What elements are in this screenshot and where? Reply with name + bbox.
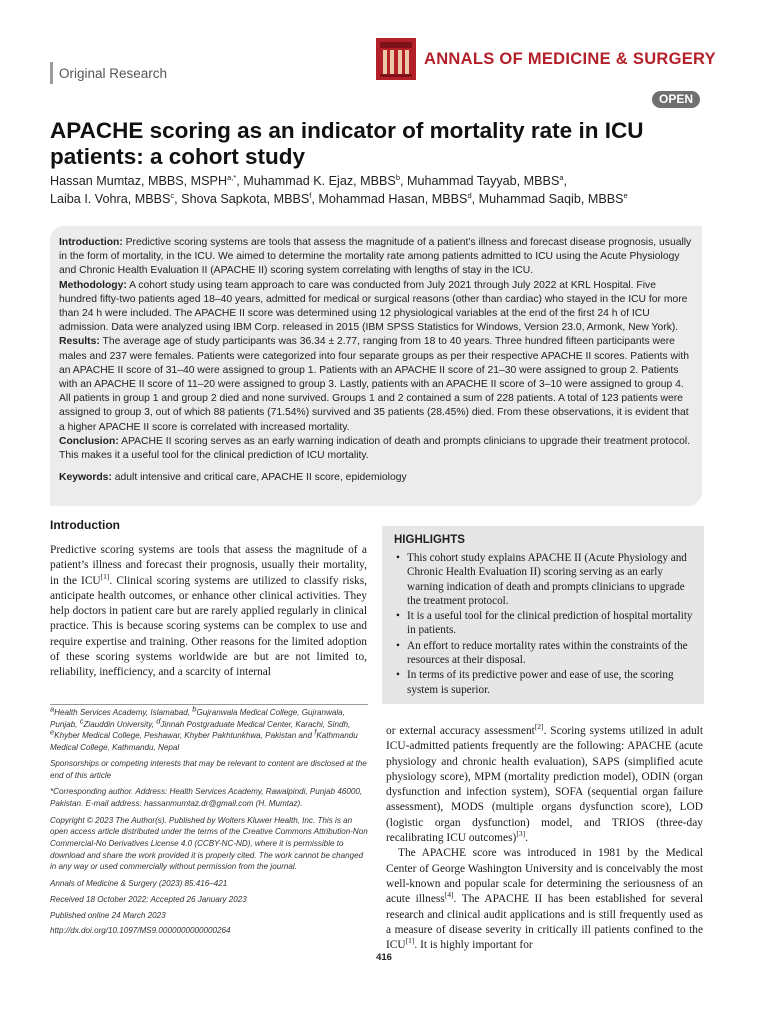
author-affiliation-marker: b: [395, 172, 400, 182]
body-text: The APACHE score was introduced in 1981 by the Medical Center of George Washington University and is conceivably the most well-known and popular scale for determining the seriousness of an acute illness: [386, 847, 703, 906]
copyright-notice: Copyright © 2023 The Author(s). Published by Wolters Kluwer Health, Inc. This is an open access article distributed under the terms of the Creative Commons Attribution-Non Commercial-No Derivatives License 4.0 (CCBY-NC-ND), where it is permissible to download and share the work provided it is properly cited. The work cannot be changed in any way or used commercially without permission from the journal.: [50, 815, 368, 872]
author-name: Muhammad K. Ejaz, MBBS: [243, 174, 396, 188]
journal-citation: Annals of Medicine & Surgery (2023) 85:416–421: [50, 879, 228, 889]
abstract-methodology-label: Methodology:: [59, 279, 127, 291]
author-name: Mohammad Hasan, MBBS: [318, 192, 468, 206]
abstract-box: [50, 226, 702, 506]
citation-link[interactable]: [4]: [444, 890, 454, 900]
abstract-keywords: [59, 471, 694, 485]
abstract-introduction-label: Introduction:: [59, 237, 123, 248]
affiliation-text: Ziauddin University,: [83, 719, 157, 729]
sponsorship-note: Sponsorships or competing interests that may be relevant to content are disclosed at the end of this article: [50, 758, 367, 780]
highlights-list: [394, 551, 694, 697]
body-text: . The APACHE II has been established for several research and clinical audit applications and is still frequently used as a measure of disease severity in critically ill patients confined to the ICU: [386, 893, 703, 952]
affiliation-marker: f: [314, 727, 317, 737]
highlight-text: An effort to reduce mortality rates within the constraints of the resources at their disposal.: [407, 639, 688, 667]
body-text: .: [525, 832, 528, 845]
highlight-text: This cohort study explains APACHE II (Acute Physiology and Chronic Health Evaluation II) scoring serving as an early warning indication of death and prompts clinicians to upgrade the treatment protocol.: [407, 552, 687, 607]
author-line-1: Hassan Mumtaz, MBBS, $MSPH^{a,*}$, Muhammad K. Ejaz, MBBS$^b$, Muhammad Tayyab, MBBS$^a$,: [50, 172, 568, 188]
highlight-item: [394, 668, 694, 697]
body-paragraph: [386, 724, 703, 846]
citation-link[interactable]: [1]: [100, 571, 110, 581]
affiliation-text: Health Services Academy, Islamabad,: [54, 708, 193, 717]
body-text: Predictive scoring systems are tools that assess the magnitude of a patient’s illness and forecast their prognosis, usually their mortality, in the ICU: [50, 544, 367, 587]
bullet-icon: •: [396, 639, 400, 652]
introduction-paragraph: [50, 543, 367, 681]
affiliation-text: Kathmandu Medical College, Kathmandu, Nepal: [50, 731, 358, 753]
affiliations: [50, 704, 368, 754]
abstract-introduction-text: Predictive scoring systems are tools that assess the magnitude of a patient’s illness and forecast disease prognosis, usually in the form of mortality, in the ICU. We aimed to determine the mortality rate among patients admitted to ICU using the Acute Physiology and Chronic Health Evaluation II (APACHE II) scoring system correlating with lengths of stay in the ICU.: [59, 237, 692, 277]
page-number: 416: [376, 952, 392, 963]
abstract-conclusion-label: Conclusion:: [59, 435, 119, 447]
highlight-item: [394, 551, 694, 608]
journal-crest-icon: [376, 38, 416, 80]
highlight-item: [394, 609, 694, 638]
highlight-text: It is a useful tool for the clinical prediction of hospital mortality in patients.: [407, 610, 693, 637]
highlights-title: HIGHLIGHTS: [394, 534, 465, 546]
author-affiliation-marker: c: [170, 190, 175, 200]
abstract-results-label: Results:: [59, 336, 100, 348]
affiliation-text: Gujranwala Medical College, Gujranwala, Punjab,: [50, 708, 345, 729]
introduction-heading: Introduction: [50, 518, 120, 532]
journal-title: ANNALS OF MEDICINE & SURGERY: [424, 49, 716, 68]
author-name: Muhammad Tayyab, MBBS: [407, 174, 560, 188]
author-name: Muhammad Saqib, MBBS: [478, 192, 624, 206]
body-text: . It is highly important for: [414, 939, 533, 952]
author-affiliation-marker: e: [623, 190, 628, 200]
author-affiliation-marker: a,*: [227, 172, 237, 182]
highlight-item: [394, 639, 694, 668]
received-date: Received 18 October 2022; Accepted 26 January 2023: [50, 894, 247, 904]
author-line-2: Laiba I. Vohra, MBBS$^c$, Shova Sapkota, MBBS$^f$, Mohammad Hasan, MBBS$^d$, Muhammad Saqib, MBBS$^e$: [50, 190, 628, 206]
citation-link[interactable]: [2]: [534, 722, 544, 732]
author-affiliation-marker: f: [309, 190, 312, 200]
citation-link[interactable]: [1]: [405, 936, 415, 946]
author-name: Laiba I. Vohra, MBBS: [50, 192, 171, 206]
footnotes: [50, 704, 368, 941]
author-name: Hassan Mumtaz, MBBS, MSPH: [50, 174, 228, 188]
highlight-text: In terms of its predictive power and ease of use, the scoring system is superior.: [407, 669, 674, 696]
corresponding-author: *Corresponding author. Address: Health Services Academy, Rawalpindi, Punjab 46000, Pakistan. E-mail address: hassanmumtaz.dr@gmail.com (H. Mumtaz).: [50, 787, 363, 808]
keywords-label: Keywords:: [59, 472, 112, 484]
abstract-introduction: [59, 236, 694, 279]
affiliation-text: Jinnah Postgraduate Medical Center, Karachi, Sindh,: [160, 719, 351, 729]
bullet-icon: •: [396, 669, 400, 682]
body-paragraph: [386, 846, 703, 953]
affiliation-text: Khyber Medical College, Peshawar, Khyber Pakhtunkhwa, Pakistan and: [54, 731, 315, 741]
body-text: or external accuracy assessment: [386, 725, 535, 737]
bullet-icon: •: [396, 610, 400, 623]
abstract-methodology: [59, 279, 694, 336]
open-access-badge: OPEN: [652, 91, 700, 108]
highlights-box: [382, 526, 704, 704]
abstract-conclusion-text: APACHE II scoring serves as an early warning indication of death and prompts clinicians to upgrade their treatment protocol. This makes it a useful tool for the clinical prediction of ICU mortality.: [59, 435, 691, 462]
affiliation-marker: a: [50, 704, 55, 714]
keywords-text: adult intensive and critical care, APACHE II score, epidemiology: [114, 472, 407, 484]
bullet-icon: •: [396, 552, 400, 564]
affiliation-marker: c: [79, 716, 84, 726]
published-date: Published online 24 March 2023: [50, 910, 166, 920]
abstract-methodology-text: A cohort study using team approach to care was conducted from July 2021 through July 2022 at KRL Hospital. Five hundred fifty-two patients aged 18–40 years, admitted for medical or surgical reasons (other than cardiac) who stayed in the ICU for more than 24 h were included. The APACHE II score was determined using 12 physiological variables at the end of the first 24 h of ICU admission. Data were analyzed using IBM Corp. released in 2015 (IBM SPSS Statistics for Windows, Version 23.0, Armonk, New York).: [59, 279, 688, 334]
introduction-continued: [386, 724, 703, 953]
abstract-results: [59, 335, 694, 434]
abstract-conclusion: [59, 435, 694, 463]
author-affiliation-marker: a: [559, 172, 564, 182]
citation-link[interactable]: [3]: [516, 829, 526, 839]
affiliation-marker: b: [192, 704, 197, 714]
affiliation-marker: e: [50, 727, 55, 737]
section-label: [50, 62, 167, 84]
doi-link[interactable]: http://dx.doi.org/10.1097/MS9.0000000000000264: [50, 926, 231, 936]
article-title: APACHE scoring as an indicator of mortality rate in ICU patients: a cohort study: [50, 118, 644, 169]
journal-brand[interactable]: [376, 38, 716, 80]
author-affiliation-marker: d: [467, 190, 472, 200]
affiliation-marker: d: [156, 716, 161, 726]
abstract-results-text: The average age of study participants was 36.34 ± 2.77, ranging from 18 to 40 years. Three hundred fifteen participants were males and 237 were females. Patients were categorized into four separate groups as per their respective APACHE II scores. Patients with an APACHE II score of 31–40 were assigned to group 1. Patients with an APACHE II score of 21–30 were assigned to group 2. Patients with an APACHE II score of 11–20 were assigned to group 3. Lastly, patients with an APACHE II score of 3–10 were assigned to group 4. All patients in group 1 and group 2 died and none survived. Groups 1 and 2 contained a sum of 228 patients. A total of 123 patients were assigned to group 3, out of which 88 patients (71.54%) survived and 35 patients (28.45%) died. From these observations, it is evident that a higher APACHE II score is correlated with increased mortality.: [59, 336, 689, 433]
body-text: . Clinical scoring systems are utilized to classify risks, anticipate health outcomes, or enhance other clinical activities. They help doctors in patient care but are rarely applied regularly in clinical practice. This is because scoring systems can be complex to use and require expertise and training. Other reasons for the limited adoption of these scoring systems worldwide are but are not limited to, reliability, inefficiency, and a scarcity of internal: [50, 574, 368, 679]
body-text: . Scoring systems utilized in adult ICU-admitted patients frequently are the following: APACHE (acute physiology and chronic health evaluation), SAPS (simplified acute physiology score), MPM (mortality prediction model), ODIN (organ dysfunction and infection system), SOFA (sequential organ failure assessment), MODS (multiple organs dysfunction score), LOD (logistic organ dysfunction) model, and TRIOS (three-day recalibrating ICU outcomes): [386, 725, 703, 845]
author-name: Shova Sapkota, MBBS: [181, 192, 310, 206]
section-label-text: Original Research: [59, 65, 168, 81]
author-list: [50, 172, 730, 208]
section-divider: [50, 62, 53, 84]
